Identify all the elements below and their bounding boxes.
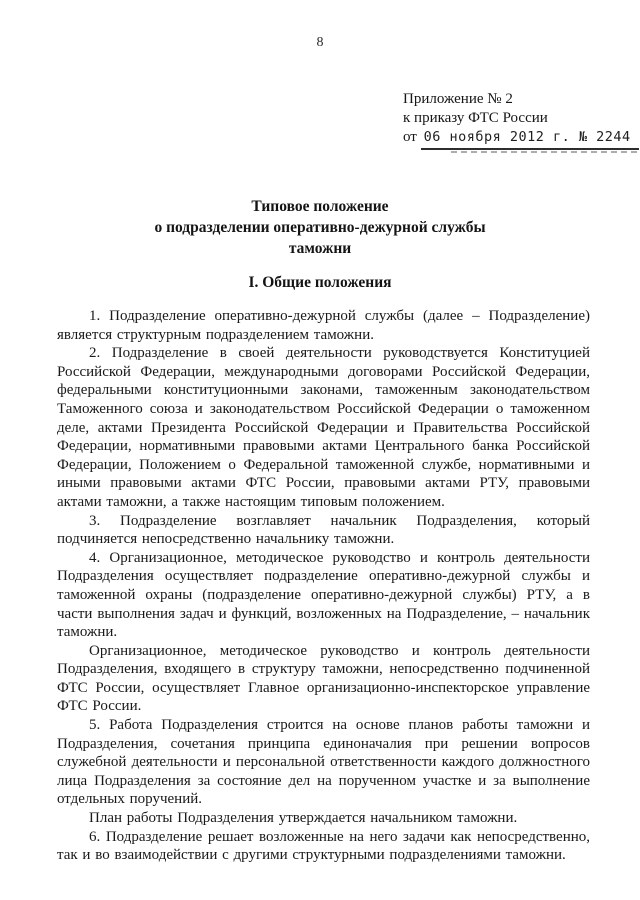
page-number: 8 (316, 35, 324, 50)
annex-line-2: к приказу ФТС России (403, 110, 548, 126)
section-heading: I. Общие положения (248, 274, 392, 291)
title-line-3: таможни (288, 240, 352, 257)
title-line-2: о подразделении оперативно-дежурной службы (154, 219, 486, 236)
paragraph-5: Организационное, методическое руководство и контроль деятельности Подразделения, входящего в структуру таможни, непосредственно подчиненной ФТС России, осуществляет Главное организационно-инспекторское управление ФТС России. (57, 642, 590, 715)
annex-date-value: 06 ноября 2012 г. № 2244 (421, 128, 639, 150)
paragraph-1: 1. Подразделение оперативно-дежурной службы (далее – Подразделение) является структурным подразделением таможни. (57, 308, 590, 343)
annex-block (403, 90, 632, 150)
paragraph-2: 2. Подразделение в своей деятельности руководствуется Конституцией Российской Федерации, международными договорами Российской Федерации, федеральными конституционными законами, таможенным законодательством Таможенного союза и законодательством Российской Федерации о таможенном деле, актами Президента Российской Федерации и Правительства Российской Федерации, нормативными правовыми актами Центрального банка Российской Федерации, Положением о Федеральной таможенной службе, нормативными и иными правовыми актами ФТС России, правовыми актами РТУ, правовыми актами таможни, а также настоящим типовым положением. (57, 345, 590, 510)
title-line-1: Типовое положение (251, 198, 389, 215)
paragraph-6: 5. Работа Подразделения строится на основе планов работы таможни и Подразделения, сочетания принципа единоначалия при решении вопросов служебной деятельности и персональной ответственности каждого должностного лица Подразделения за состояние дел на порученном участке и за выполнение отдельных поручений. (57, 717, 590, 808)
annex-line-1: Приложение № 2 (403, 91, 513, 107)
paragraph-4: 4. Организационное, методическое руководство и контроль деятельности Подразделения осуществляет подразделение оперативно-дежурной службы и таможенной охраны (подразделение оперативно-дежурной службы) РТУ, а в части выполнения задач и функций, возложенных на Подразделение, – начальник таможни. (57, 549, 590, 641)
document-title (0, 196, 640, 259)
body-text (0, 307, 640, 865)
annex-date-line (403, 128, 632, 150)
paragraph-3: 3. Подразделение возглавляет начальник Подразделения, который подчиняется непосредственно начальнику таможни. (57, 512, 590, 548)
paragraph-7: План работы Подразделения утверждается начальником таможни. (89, 810, 518, 827)
annex-date-prefix: от (403, 129, 417, 145)
paragraph-8: 6. Подразделение решает возложенные на него задачи как непосредственно, так и во взаимодействии с другими структурными подразделениями таможни. (57, 828, 590, 864)
